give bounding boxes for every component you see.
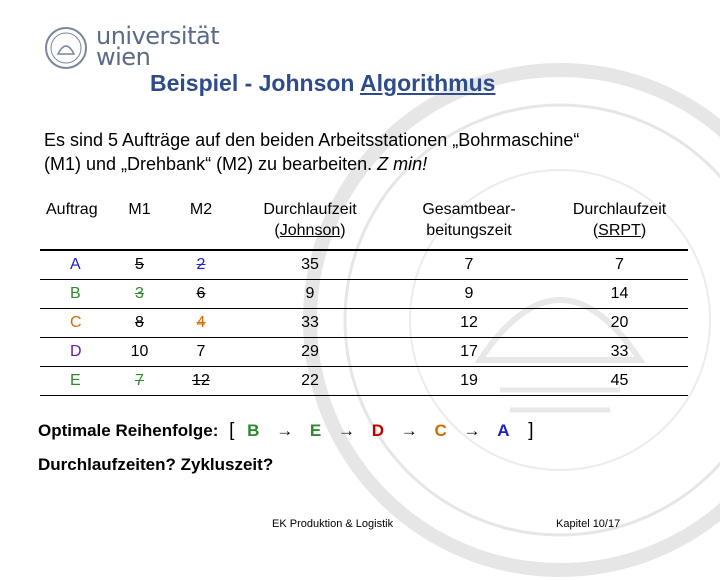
table-header-row [40, 195, 688, 250]
logo-text [96, 22, 220, 71]
cell-dz-johnson: 33 [301, 314, 319, 331]
title-prefix: Beispiel - Johnson [150, 70, 361, 96]
logo-line1: universität [96, 22, 220, 50]
cell-m2: 4 [196, 314, 206, 331]
cell-m1: 8 [135, 314, 144, 331]
sequence-open-bracket: [ [229, 420, 235, 441]
header-dz-srpt-line1: Durchlaufzeit [572, 201, 667, 218]
optimal-sequence [38, 420, 534, 442]
logo-seal-icon [44, 26, 88, 70]
arrow-icon: → [338, 421, 355, 440]
sequence-step: C [434, 421, 447, 440]
cell-gesamt: 17 [460, 343, 478, 360]
cell-gesamt: 7 [464, 256, 474, 273]
cell-dz-johnson: 22 [301, 372, 319, 389]
table-row [40, 309, 688, 338]
intro-text [44, 128, 684, 176]
cell-dz-srpt: 33 [610, 343, 629, 360]
header-durchlaufzeit-johnson: Durchlaufzeit (Johnson) [233, 195, 387, 250]
arrow-icon: → [276, 421, 294, 440]
cell-m1: 3 [135, 285, 144, 302]
header-srpt-link[interactable]: SRPT [598, 222, 641, 239]
university-logo [44, 22, 224, 72]
cell-job: C [70, 314, 82, 331]
cell-dz-johnson: 9 [305, 285, 315, 302]
sequence-label: Optimale Reihenfolge: [38, 421, 219, 440]
table-row [40, 338, 688, 367]
intro-line2a: (M1) und „Drehbank“ (M2) zu bearbeiten. [44, 154, 378, 174]
cell-dz-srpt: 20 [610, 314, 629, 331]
intro-line2 [44, 152, 684, 176]
table-row [40, 280, 688, 309]
cell-dz-srpt: 7 [615, 256, 624, 273]
question-text: Durchlaufzeiten? Zykluszeit? [38, 455, 274, 474]
cell-job: A [70, 256, 81, 273]
sequence-step: E [309, 421, 322, 440]
cell-m1: 5 [135, 256, 144, 273]
footer-page-number: Kapitel 10/17 [556, 518, 621, 530]
intro-line2b: Z min! [377, 154, 428, 174]
header-johnson-link[interactable]: Johnson [279, 222, 341, 239]
title-link[interactable]: Algorithmus [360, 70, 496, 96]
table-row [40, 250, 688, 280]
header-durchlaufzeit-srpt: Durchlaufzeit (SRPT) [551, 195, 688, 250]
sequence-close-bracket: ] [528, 420, 534, 441]
header-gesamt-line1: Gesamtbear- [422, 201, 516, 218]
header-gesamt-line2: beitungszeit [426, 222, 512, 239]
sequence-step: A [497, 421, 510, 440]
cell-gesamt: 19 [460, 372, 478, 389]
cell-m1: 7 [135, 372, 144, 389]
footer-center: EK Produktion & Logistik [272, 518, 394, 530]
intro-line1: Es sind 5 Aufträge auf den beiden Arbeitsstationen „Bohrmaschine“ [44, 130, 580, 150]
cell-m2: 12 [192, 372, 210, 389]
header-gesamtbearbeitungszeit [387, 195, 551, 250]
table-row [40, 367, 688, 396]
cell-dz-johnson: 29 [301, 343, 319, 360]
header-dz-johnson-line1: Durchlaufzeit [263, 201, 357, 218]
cell-dz-johnson: 35 [301, 256, 319, 273]
cell-job: B [70, 285, 81, 302]
slide-title [150, 70, 495, 97]
cell-m2: 2 [196, 256, 206, 273]
arrow-icon: → [400, 421, 418, 440]
header-m1: M1 [110, 195, 169, 250]
cell-dz-srpt: 14 [610, 285, 629, 302]
cell-gesamt: 12 [460, 314, 478, 331]
cell-m2: 7 [196, 343, 206, 360]
cell-m1: 10 [130, 343, 149, 360]
sequence-step: D [371, 421, 385, 440]
cell-m2: 6 [196, 285, 206, 302]
job-table [40, 195, 688, 396]
arrow-icon: → [463, 421, 481, 440]
header-auftrag: Auftrag [40, 195, 110, 250]
cell-dz-srpt: 45 [610, 372, 629, 389]
logo-line2: wien [96, 43, 151, 71]
cell-job: E [70, 372, 81, 389]
cell-job: D [70, 343, 82, 360]
header-m2: M2 [169, 195, 233, 250]
sequence-step: B [247, 421, 260, 440]
cell-gesamt: 9 [464, 285, 474, 302]
